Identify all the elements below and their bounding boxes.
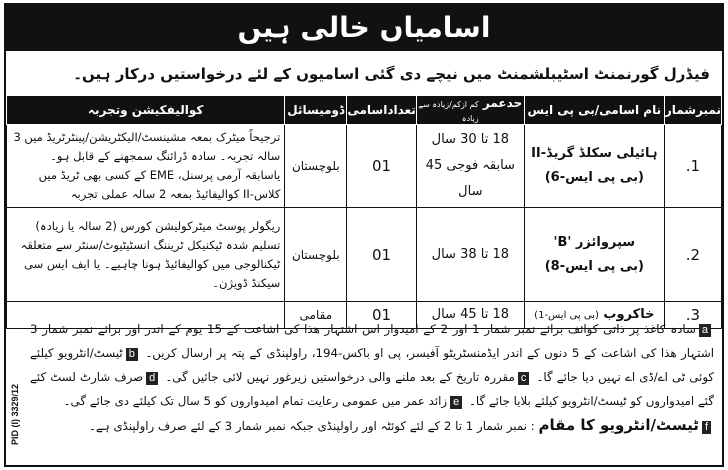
note-text: : نمبر شمار 1 تا 2 کے لئے کوئٹہ اور راولپنڈی جبکہ نمبر شمار 3 کے لئے صرف راولپنڈی ہے۔ bbox=[88, 419, 535, 433]
note-text: زائد عمر میں عمومی رعایت تمام امیدواروں کو 5 سال تک کیلئے دی جائے گی۔ bbox=[63, 394, 448, 408]
venue-heading: ٹیسٹ/انٹرویو کا مقام bbox=[538, 416, 699, 434]
age bbox=[416, 125, 524, 208]
header-qualification: کوالیفکیشن وتجربہ bbox=[7, 96, 285, 125]
age: 18 تا 38 سال bbox=[416, 208, 524, 302]
count: 01 bbox=[347, 302, 416, 329]
note-text: سادہ کاغذ پر ذاتی کوائف برائے نمبر شمار 1 اور 2 کے امیدوار اس اشتہار ھذا کی اشاعت کے 15 یوم کے اندر اور برائے نمبر شمار 3 اشتہار ھذا کی اشاعت کے 5 دنوں کے اندر ایڈمنسٹریٹو آفیسر، پی او باکس-194، راولپنڈی کے پتہ پر ارسال کریں۔ bbox=[30, 322, 715, 360]
post-bps: (بی پی ایس-1) bbox=[534, 309, 599, 321]
job-advertisement bbox=[4, 3, 724, 467]
qualification: ریگولر پوسٹ میٹرکولیشن کورس (2 سالہ یا زیادہ) تسلیم شدہ ٹیکنیکل ٹریننگ انسٹیٹیوٹ/سنٹر سے متعلقہ ٹیکنالوجی میں کوالیفائیڈ ہونا چاہیے۔ یا ایف ایس سی سیکنڈ ڈویژن۔ bbox=[7, 208, 285, 302]
ad-title: اسامیاں خالی ہیں bbox=[6, 5, 722, 51]
table-row bbox=[7, 125, 722, 208]
domicile: بلوچستان bbox=[285, 208, 347, 302]
serial: 2. bbox=[664, 208, 721, 302]
note-label: b bbox=[126, 348, 138, 361]
header-domicile: ڈومیسائل bbox=[285, 96, 347, 125]
header-age-note: کم ازکم/زیادہ سے زیادہ bbox=[418, 100, 479, 123]
count: 01 bbox=[347, 208, 416, 302]
domicile: بلوچستان bbox=[285, 125, 347, 208]
note-label: f bbox=[702, 421, 711, 434]
note-label: d bbox=[146, 372, 158, 385]
post bbox=[524, 125, 664, 208]
post-name: ہائیلی سکلڈ گریڈ-II bbox=[531, 146, 658, 161]
header-post: نام اسامی/بی پی ایس bbox=[524, 96, 664, 125]
age-limit: 18 تا 30 سال bbox=[431, 132, 509, 147]
serial: 3. bbox=[664, 302, 721, 329]
post-bps: (بی پی ایس-8) bbox=[544, 258, 644, 274]
serial: 1. bbox=[664, 125, 721, 208]
domicile: مقامی bbox=[285, 302, 347, 329]
vacancy-table bbox=[6, 95, 722, 329]
post-bps: (بی پی ایس-6) bbox=[544, 170, 644, 185]
header-serial: نمبرشمار bbox=[664, 96, 721, 125]
age-limit-ex-army: سابقہ فوجی 45 سال bbox=[425, 158, 515, 199]
qualification: ترجیحاً میٹرک بمعہ مشینسٹ/الیکٹریشن/پینٹرٹریڈ میں 3 سالہ تجربہ۔ سادہ ڈرائنگ سمجھنے کے قابل ہو۔ یاسابقہ آرمی پرسنل، EME کے کسی بھی ٹریڈ میں کلاس-II کوالیفائیڈ بمعہ 2 سالہ عملی تجربہ bbox=[7, 125, 285, 208]
age: 18 تا 45 سال bbox=[416, 302, 524, 329]
table-row bbox=[7, 208, 722, 302]
note-label: c bbox=[518, 372, 530, 385]
table-header bbox=[7, 96, 722, 125]
note-text: صرف شارٹ لسٹ کئے گئے امیدواروں کو ٹیسٹ/انٹرویو کیلئے بلایا جائے گا۔ bbox=[30, 370, 714, 408]
header-count: تعداداسامی bbox=[347, 96, 416, 125]
note-text: ٹیسٹ/انٹرویو کیلئے کوئی ٹی اے/ڈی اے نہیں دیا جائے گا۔ bbox=[30, 346, 715, 384]
count: 01 bbox=[347, 125, 416, 208]
post bbox=[524, 208, 664, 302]
pid-number: PID (I) 3329/12 bbox=[10, 383, 20, 445]
post-name: خاکروب bbox=[603, 306, 655, 322]
notes bbox=[24, 313, 720, 465]
ad-subtitle: فیڈرل گورنمنٹ اسٹیبلشمنٹ میں نیچے دی گئی اسامیوں کے لئے درخواستیں درکار ہیں۔ bbox=[73, 65, 710, 83]
header-age bbox=[416, 96, 524, 125]
header-age-label: حدعمر bbox=[482, 96, 523, 110]
note-label: e bbox=[450, 396, 462, 409]
note-label: a bbox=[699, 324, 711, 337]
post-name: سپروائزر 'B' bbox=[553, 234, 636, 250]
note-text: مقررہ تاریخ کے بعد ملنے والی درخواستیں زیرغور نہیں لائی جائیں گی۔ bbox=[165, 370, 515, 384]
